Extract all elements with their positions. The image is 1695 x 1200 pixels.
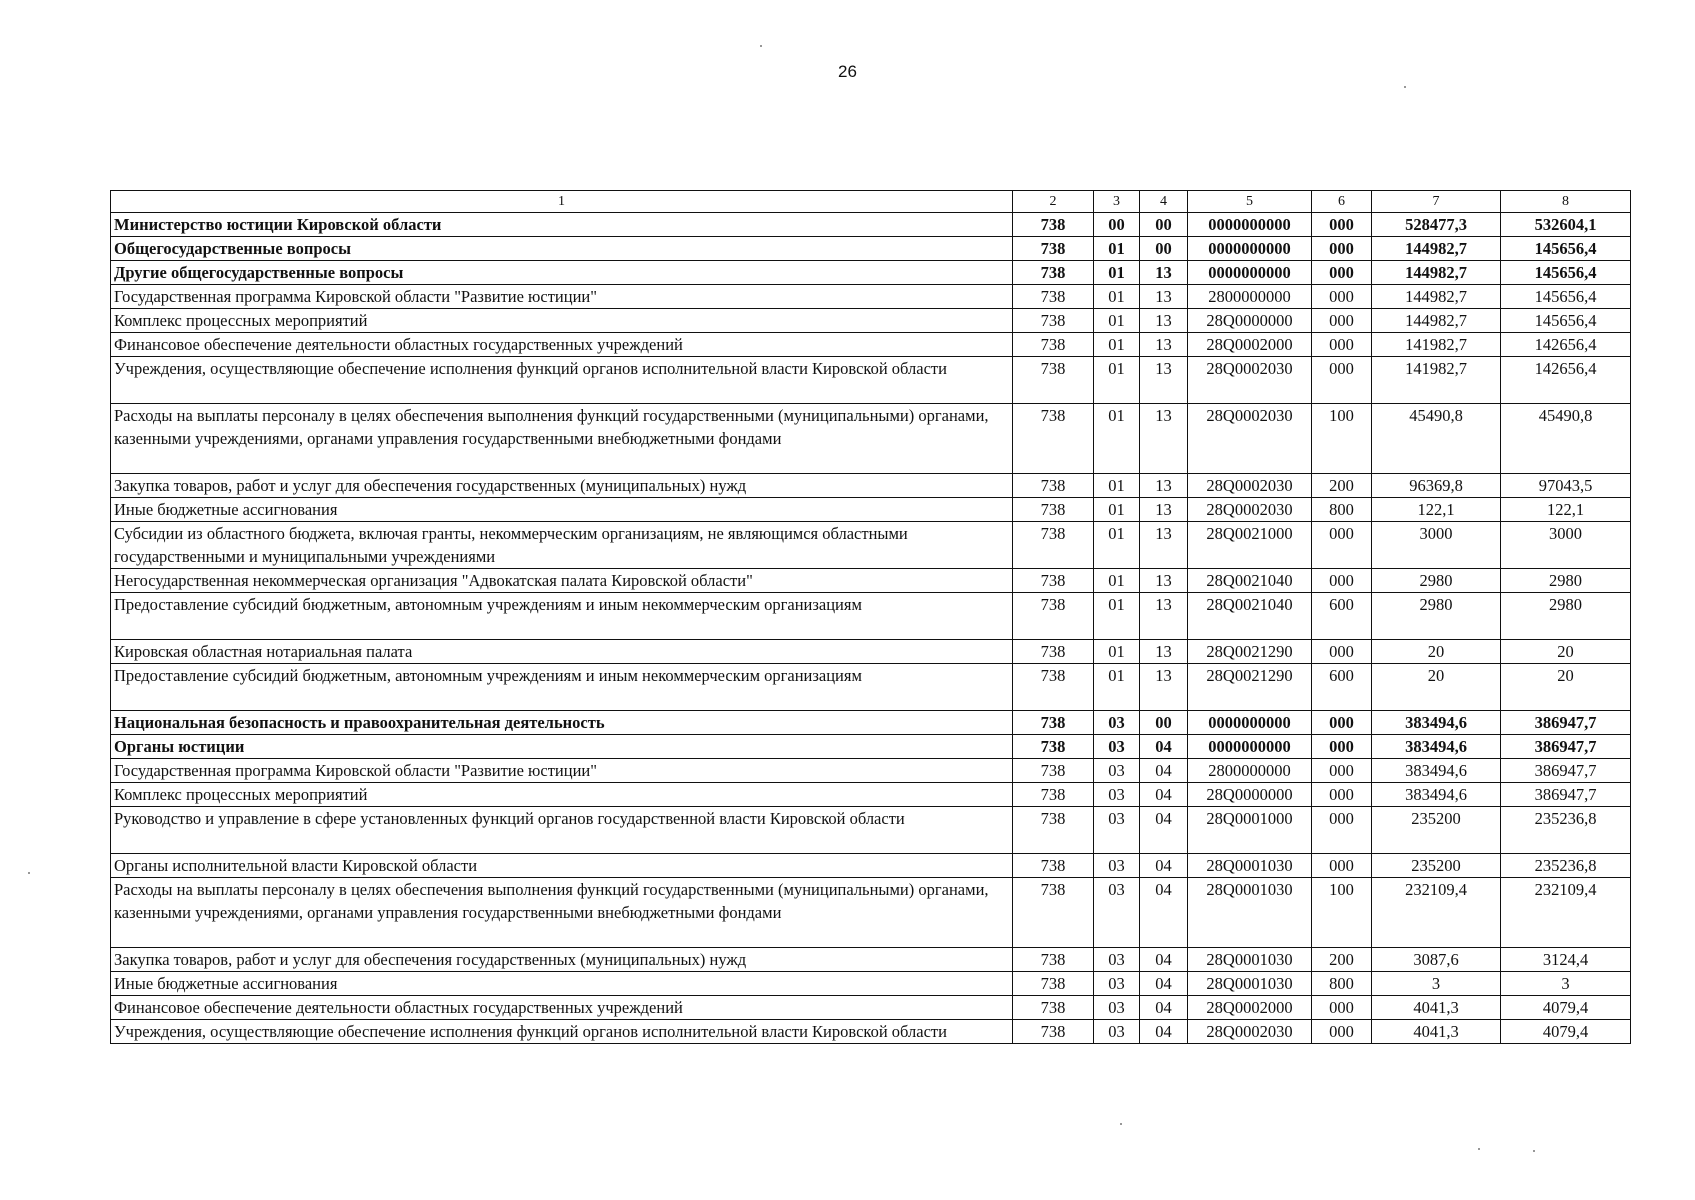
row-value-cell-6: 600 bbox=[1312, 593, 1372, 640]
table-row bbox=[111, 357, 1631, 404]
row-value-cell-7: 528477,3 bbox=[1372, 213, 1501, 237]
row-value-cell-5: 28Q0002030 bbox=[1188, 404, 1312, 474]
row-name-cell: Комплекс процессных мероприятий bbox=[111, 309, 1013, 333]
row-value-cell-5: 28Q0002000 bbox=[1188, 996, 1312, 1020]
row-value-cell-8: 142656,4 bbox=[1501, 357, 1631, 404]
row-value-cell-7: 4041,3 bbox=[1372, 996, 1501, 1020]
row-name-cell: Органы исполнительной власти Кировской области bbox=[111, 854, 1013, 878]
row-name-cell: Финансовое обеспечение деятельности областных государственных учреждений bbox=[111, 333, 1013, 357]
row-value-cell-4: 13 bbox=[1140, 333, 1188, 357]
row-value-cell-4: 13 bbox=[1140, 285, 1188, 309]
row-value-cell-6: 000 bbox=[1312, 996, 1372, 1020]
row-value-cell-6: 000 bbox=[1312, 261, 1372, 285]
column-header: 5 bbox=[1188, 191, 1312, 213]
row-value-cell-8: 20 bbox=[1501, 640, 1631, 664]
row-value-cell-6: 800 bbox=[1312, 972, 1372, 996]
row-value-cell-7: 232109,4 bbox=[1372, 878, 1501, 948]
row-value-cell-3: 03 bbox=[1094, 1020, 1140, 1044]
row-value-cell-8: 3000 bbox=[1501, 522, 1631, 569]
row-name-cell: Государственная программа Кировской области "Развитие юстиции" bbox=[111, 285, 1013, 309]
row-value-cell-5: 28Q0021290 bbox=[1188, 640, 1312, 664]
row-name-cell: Общегосударственные вопросы bbox=[111, 237, 1013, 261]
row-name-cell: Другие общегосударственные вопросы bbox=[111, 261, 1013, 285]
table-row bbox=[111, 213, 1631, 237]
header-row bbox=[111, 191, 1631, 213]
row-value-cell-8: 386947,7 bbox=[1501, 783, 1631, 807]
row-value-cell-4: 04 bbox=[1140, 807, 1188, 854]
row-value-cell-3: 01 bbox=[1094, 664, 1140, 711]
row-value-cell-2: 738 bbox=[1013, 640, 1094, 664]
row-name-cell: Иные бюджетные ассигнования bbox=[111, 498, 1013, 522]
table-row bbox=[111, 996, 1631, 1020]
row-value-cell-2: 738 bbox=[1013, 498, 1094, 522]
row-value-cell-8: 145656,4 bbox=[1501, 309, 1631, 333]
row-value-cell-2: 738 bbox=[1013, 759, 1094, 783]
row-value-cell-2: 738 bbox=[1013, 996, 1094, 1020]
budget-table bbox=[110, 190, 1631, 1044]
row-value-cell-2: 738 bbox=[1013, 972, 1094, 996]
table-row bbox=[111, 948, 1631, 972]
row-value-cell-6: 100 bbox=[1312, 404, 1372, 474]
column-header: 1 bbox=[111, 191, 1013, 213]
row-value-cell-6: 000 bbox=[1312, 759, 1372, 783]
row-value-cell-4: 13 bbox=[1140, 640, 1188, 664]
row-value-cell-2: 738 bbox=[1013, 807, 1094, 854]
row-value-cell-8: 532604,1 bbox=[1501, 213, 1631, 237]
row-value-cell-2: 738 bbox=[1013, 878, 1094, 948]
row-name-cell: Негосударственная некоммерческая организация "Адвокатская палата Кировской области" bbox=[111, 569, 1013, 593]
row-value-cell-5: 28Q0021040 bbox=[1188, 593, 1312, 640]
row-value-cell-7: 383494,6 bbox=[1372, 759, 1501, 783]
row-value-cell-2: 738 bbox=[1013, 333, 1094, 357]
row-value-cell-5: 28Q0002030 bbox=[1188, 357, 1312, 404]
row-value-cell-5: 28Q0001030 bbox=[1188, 948, 1312, 972]
row-value-cell-8: 97043,5 bbox=[1501, 474, 1631, 498]
row-value-cell-5: 28Q0001030 bbox=[1188, 854, 1312, 878]
scan-speck bbox=[28, 872, 30, 874]
row-value-cell-3: 01 bbox=[1094, 404, 1140, 474]
row-value-cell-3: 03 bbox=[1094, 972, 1140, 996]
row-value-cell-5: 2800000000 bbox=[1188, 285, 1312, 309]
row-value-cell-6: 100 bbox=[1312, 878, 1372, 948]
row-name-cell: Национальная безопасность и правоохранительная деятельность bbox=[111, 711, 1013, 735]
row-value-cell-6: 000 bbox=[1312, 807, 1372, 854]
row-value-cell-3: 01 bbox=[1094, 357, 1140, 404]
row-value-cell-7: 141982,7 bbox=[1372, 357, 1501, 404]
row-value-cell-5: 28Q0002030 bbox=[1188, 498, 1312, 522]
row-value-cell-4: 13 bbox=[1140, 474, 1188, 498]
table-row bbox=[111, 735, 1631, 759]
row-name-cell: Учреждения, осуществляющие обеспечение исполнения функций органов исполнительной власти Кировской области bbox=[111, 1020, 1013, 1044]
row-value-cell-3: 01 bbox=[1094, 333, 1140, 357]
row-value-cell-4: 04 bbox=[1140, 854, 1188, 878]
column-header: 4 bbox=[1140, 191, 1188, 213]
row-value-cell-8: 235236,8 bbox=[1501, 807, 1631, 854]
row-value-cell-8: 386947,7 bbox=[1501, 735, 1631, 759]
row-value-cell-4: 00 bbox=[1140, 213, 1188, 237]
row-value-cell-6: 000 bbox=[1312, 213, 1372, 237]
row-value-cell-4: 04 bbox=[1140, 972, 1188, 996]
table-row bbox=[111, 237, 1631, 261]
row-name-cell: Органы юстиции bbox=[111, 735, 1013, 759]
row-value-cell-4: 00 bbox=[1140, 711, 1188, 735]
table-row bbox=[111, 569, 1631, 593]
row-name-cell: Закупка товаров, работ и услуг для обеспечения государственных (муниципальных) нужд bbox=[111, 474, 1013, 498]
row-value-cell-2: 738 bbox=[1013, 522, 1094, 569]
row-value-cell-4: 04 bbox=[1140, 878, 1188, 948]
table-row bbox=[111, 333, 1631, 357]
row-value-cell-5: 0000000000 bbox=[1188, 735, 1312, 759]
row-value-cell-4: 04 bbox=[1140, 735, 1188, 759]
row-value-cell-2: 738 bbox=[1013, 404, 1094, 474]
table-row bbox=[111, 309, 1631, 333]
column-header: 7 bbox=[1372, 191, 1501, 213]
scan-speck bbox=[1533, 1150, 1535, 1152]
row-value-cell-8: 3 bbox=[1501, 972, 1631, 996]
row-name-cell: Субсидии из областного бюджета, включая гранты, некоммерческим организациям, не являющимся областными государственными и муниципальными учреждениями bbox=[111, 522, 1013, 569]
row-value-cell-4: 13 bbox=[1140, 569, 1188, 593]
table-row bbox=[111, 498, 1631, 522]
row-value-cell-2: 738 bbox=[1013, 285, 1094, 309]
row-value-cell-7: 4041,3 bbox=[1372, 1020, 1501, 1044]
row-name-cell: Предоставление субсидий бюджетным, автономным учреждениям и иным некоммерческим организациям bbox=[111, 593, 1013, 640]
row-value-cell-3: 01 bbox=[1094, 640, 1140, 664]
row-value-cell-5: 28Q0001000 bbox=[1188, 807, 1312, 854]
row-value-cell-5: 28Q0001030 bbox=[1188, 972, 1312, 996]
row-value-cell-5: 28Q0002000 bbox=[1188, 333, 1312, 357]
table-row bbox=[111, 640, 1631, 664]
row-value-cell-3: 01 bbox=[1094, 309, 1140, 333]
row-value-cell-6: 000 bbox=[1312, 1020, 1372, 1044]
row-name-cell: Предоставление субсидий бюджетным, автономным учреждениям и иным некоммерческим организациям bbox=[111, 664, 1013, 711]
row-value-cell-4: 04 bbox=[1140, 783, 1188, 807]
row-value-cell-7: 144982,7 bbox=[1372, 309, 1501, 333]
row-value-cell-6: 000 bbox=[1312, 569, 1372, 593]
row-value-cell-6: 800 bbox=[1312, 498, 1372, 522]
row-value-cell-3: 01 bbox=[1094, 593, 1140, 640]
row-value-cell-5: 0000000000 bbox=[1188, 261, 1312, 285]
row-value-cell-3: 01 bbox=[1094, 498, 1140, 522]
row-value-cell-4: 13 bbox=[1140, 357, 1188, 404]
row-name-cell: Финансовое обеспечение деятельности областных государственных учреждений bbox=[111, 996, 1013, 1020]
row-value-cell-7: 3087,6 bbox=[1372, 948, 1501, 972]
row-name-cell: Кировская областная нотариальная палата bbox=[111, 640, 1013, 664]
row-value-cell-2: 738 bbox=[1013, 711, 1094, 735]
table-row bbox=[111, 878, 1631, 948]
row-value-cell-2: 738 bbox=[1013, 237, 1094, 261]
row-value-cell-2: 738 bbox=[1013, 948, 1094, 972]
row-value-cell-8: 3124,4 bbox=[1501, 948, 1631, 972]
row-value-cell-4: 13 bbox=[1140, 522, 1188, 569]
table-row bbox=[111, 593, 1631, 640]
row-name-cell: Расходы на выплаты персоналу в целях обеспечения выполнения функций государственными (муниципальными) органами, казенными учреждениями, органами управления государственными внебюджетными фондами bbox=[111, 404, 1013, 474]
row-value-cell-6: 200 bbox=[1312, 474, 1372, 498]
table-row bbox=[111, 854, 1631, 878]
row-value-cell-8: 235236,8 bbox=[1501, 854, 1631, 878]
table-row bbox=[111, 285, 1631, 309]
row-name-cell: Руководство и управление в сфере установленных функций органов государственной власти Кировской области bbox=[111, 807, 1013, 854]
row-value-cell-6: 000 bbox=[1312, 237, 1372, 261]
row-value-cell-2: 738 bbox=[1013, 261, 1094, 285]
row-value-cell-8: 386947,7 bbox=[1501, 711, 1631, 735]
row-value-cell-6: 000 bbox=[1312, 735, 1372, 759]
row-value-cell-6: 000 bbox=[1312, 357, 1372, 404]
row-value-cell-4: 13 bbox=[1140, 593, 1188, 640]
table-row bbox=[111, 807, 1631, 854]
row-value-cell-7: 144982,7 bbox=[1372, 237, 1501, 261]
row-value-cell-2: 738 bbox=[1013, 1020, 1094, 1044]
row-value-cell-7: 20 bbox=[1372, 640, 1501, 664]
row-value-cell-3: 03 bbox=[1094, 878, 1140, 948]
row-name-cell: Государственная программа Кировской области "Развитие юстиции" bbox=[111, 759, 1013, 783]
row-value-cell-8: 145656,4 bbox=[1501, 261, 1631, 285]
row-value-cell-3: 03 bbox=[1094, 807, 1140, 854]
row-value-cell-8: 4079,4 bbox=[1501, 1020, 1631, 1044]
row-value-cell-5: 0000000000 bbox=[1188, 237, 1312, 261]
table-row bbox=[111, 783, 1631, 807]
row-value-cell-4: 04 bbox=[1140, 996, 1188, 1020]
table-row bbox=[111, 261, 1631, 285]
row-name-cell: Закупка товаров, работ и услуг для обеспечения государственных (муниципальных) нужд bbox=[111, 948, 1013, 972]
row-value-cell-5: 28Q0021040 bbox=[1188, 569, 1312, 593]
row-value-cell-8: 122,1 bbox=[1501, 498, 1631, 522]
row-value-cell-3: 03 bbox=[1094, 854, 1140, 878]
row-value-cell-7: 144982,7 bbox=[1372, 285, 1501, 309]
row-value-cell-7: 3000 bbox=[1372, 522, 1501, 569]
row-value-cell-6: 000 bbox=[1312, 522, 1372, 569]
row-value-cell-7: 235200 bbox=[1372, 807, 1501, 854]
row-value-cell-8: 2980 bbox=[1501, 593, 1631, 640]
row-value-cell-8: 232109,4 bbox=[1501, 878, 1631, 948]
row-value-cell-2: 738 bbox=[1013, 213, 1094, 237]
row-value-cell-7: 383494,6 bbox=[1372, 735, 1501, 759]
row-value-cell-7: 20 bbox=[1372, 664, 1501, 711]
row-value-cell-3: 03 bbox=[1094, 759, 1140, 783]
row-value-cell-3: 01 bbox=[1094, 474, 1140, 498]
row-value-cell-3: 03 bbox=[1094, 711, 1140, 735]
row-value-cell-2: 738 bbox=[1013, 664, 1094, 711]
row-value-cell-4: 13 bbox=[1140, 261, 1188, 285]
row-value-cell-5: 28Q0000000 bbox=[1188, 783, 1312, 807]
scan-speck bbox=[1478, 1148, 1480, 1150]
row-value-cell-3: 00 bbox=[1094, 213, 1140, 237]
row-value-cell-3: 03 bbox=[1094, 783, 1140, 807]
row-value-cell-2: 738 bbox=[1013, 593, 1094, 640]
table-row bbox=[111, 711, 1631, 735]
row-value-cell-6: 200 bbox=[1312, 948, 1372, 972]
row-value-cell-5: 0000000000 bbox=[1188, 213, 1312, 237]
row-value-cell-2: 738 bbox=[1013, 474, 1094, 498]
row-value-cell-7: 383494,6 bbox=[1372, 783, 1501, 807]
row-value-cell-7: 141982,7 bbox=[1372, 333, 1501, 357]
row-name-cell: Министерство юстиции Кировской области bbox=[111, 213, 1013, 237]
row-value-cell-4: 13 bbox=[1140, 404, 1188, 474]
row-value-cell-3: 03 bbox=[1094, 948, 1140, 972]
column-header: 8 bbox=[1501, 191, 1631, 213]
table-row bbox=[111, 522, 1631, 569]
row-value-cell-7: 122,1 bbox=[1372, 498, 1501, 522]
row-name-cell: Комплекс процессных мероприятий bbox=[111, 783, 1013, 807]
row-value-cell-7: 2980 bbox=[1372, 593, 1501, 640]
row-value-cell-6: 600 bbox=[1312, 664, 1372, 711]
scan-speck bbox=[1404, 86, 1406, 88]
row-value-cell-5: 28Q0001030 bbox=[1188, 878, 1312, 948]
row-value-cell-5: 28Q0021000 bbox=[1188, 522, 1312, 569]
row-value-cell-8: 20 bbox=[1501, 664, 1631, 711]
row-value-cell-3: 01 bbox=[1094, 237, 1140, 261]
row-value-cell-5: 28Q0000000 bbox=[1188, 309, 1312, 333]
row-value-cell-8: 386947,7 bbox=[1501, 759, 1631, 783]
row-value-cell-4: 13 bbox=[1140, 498, 1188, 522]
scan-speck bbox=[760, 45, 762, 47]
row-value-cell-6: 000 bbox=[1312, 711, 1372, 735]
row-value-cell-4: 13 bbox=[1140, 664, 1188, 711]
table-row bbox=[111, 972, 1631, 996]
row-value-cell-4: 04 bbox=[1140, 1020, 1188, 1044]
row-value-cell-7: 2980 bbox=[1372, 569, 1501, 593]
row-value-cell-8: 145656,4 bbox=[1501, 237, 1631, 261]
row-value-cell-5: 28Q0002030 bbox=[1188, 1020, 1312, 1044]
row-value-cell-3: 03 bbox=[1094, 735, 1140, 759]
row-value-cell-6: 000 bbox=[1312, 309, 1372, 333]
row-value-cell-3: 03 bbox=[1094, 996, 1140, 1020]
table-row bbox=[111, 1020, 1631, 1044]
row-value-cell-7: 235200 bbox=[1372, 854, 1501, 878]
column-header: 3 bbox=[1094, 191, 1140, 213]
row-name-cell: Учреждения, осуществляющие обеспечение исполнения функций органов исполнительной власти Кировской области bbox=[111, 357, 1013, 404]
row-value-cell-7: 45490,8 bbox=[1372, 404, 1501, 474]
row-value-cell-4: 00 bbox=[1140, 237, 1188, 261]
row-value-cell-5: 0000000000 bbox=[1188, 711, 1312, 735]
row-value-cell-5: 28Q0021290 bbox=[1188, 664, 1312, 711]
row-value-cell-6: 000 bbox=[1312, 783, 1372, 807]
table-row bbox=[111, 404, 1631, 474]
row-value-cell-4: 13 bbox=[1140, 309, 1188, 333]
row-value-cell-8: 45490,8 bbox=[1501, 404, 1631, 474]
row-value-cell-2: 738 bbox=[1013, 735, 1094, 759]
row-value-cell-2: 738 bbox=[1013, 357, 1094, 404]
row-value-cell-3: 01 bbox=[1094, 261, 1140, 285]
row-value-cell-3: 01 bbox=[1094, 285, 1140, 309]
row-value-cell-2: 738 bbox=[1013, 783, 1094, 807]
row-value-cell-6: 000 bbox=[1312, 854, 1372, 878]
column-header: 2 bbox=[1013, 191, 1094, 213]
row-value-cell-5: 2800000000 bbox=[1188, 759, 1312, 783]
page-number: 26 bbox=[838, 62, 857, 81]
row-value-cell-2: 738 bbox=[1013, 309, 1094, 333]
row-value-cell-8: 4079,4 bbox=[1501, 996, 1631, 1020]
row-value-cell-6: 000 bbox=[1312, 285, 1372, 309]
row-value-cell-4: 04 bbox=[1140, 948, 1188, 972]
row-value-cell-7: 3 bbox=[1372, 972, 1501, 996]
row-value-cell-7: 383494,6 bbox=[1372, 711, 1501, 735]
table-row bbox=[111, 759, 1631, 783]
row-value-cell-3: 01 bbox=[1094, 569, 1140, 593]
row-value-cell-4: 04 bbox=[1140, 759, 1188, 783]
row-value-cell-8: 2980 bbox=[1501, 569, 1631, 593]
row-value-cell-5: 28Q0002030 bbox=[1188, 474, 1312, 498]
row-value-cell-7: 144982,7 bbox=[1372, 261, 1501, 285]
row-value-cell-6: 000 bbox=[1312, 333, 1372, 357]
column-header: 6 bbox=[1312, 191, 1372, 213]
row-value-cell-2: 738 bbox=[1013, 854, 1094, 878]
row-value-cell-2: 738 bbox=[1013, 569, 1094, 593]
row-value-cell-8: 145656,4 bbox=[1501, 285, 1631, 309]
row-value-cell-6: 000 bbox=[1312, 640, 1372, 664]
row-value-cell-3: 01 bbox=[1094, 522, 1140, 569]
row-value-cell-7: 96369,8 bbox=[1372, 474, 1501, 498]
row-name-cell: Иные бюджетные ассигнования bbox=[111, 972, 1013, 996]
row-value-cell-8: 142656,4 bbox=[1501, 333, 1631, 357]
table-row bbox=[111, 664, 1631, 711]
row-name-cell: Расходы на выплаты персоналу в целях обеспечения выполнения функций государственными (муниципальными) органами, казенными учреждениями, органами управления государственными внебюджетными фондами bbox=[111, 878, 1013, 948]
scan-speck bbox=[1120, 1123, 1122, 1125]
table-row bbox=[111, 474, 1631, 498]
